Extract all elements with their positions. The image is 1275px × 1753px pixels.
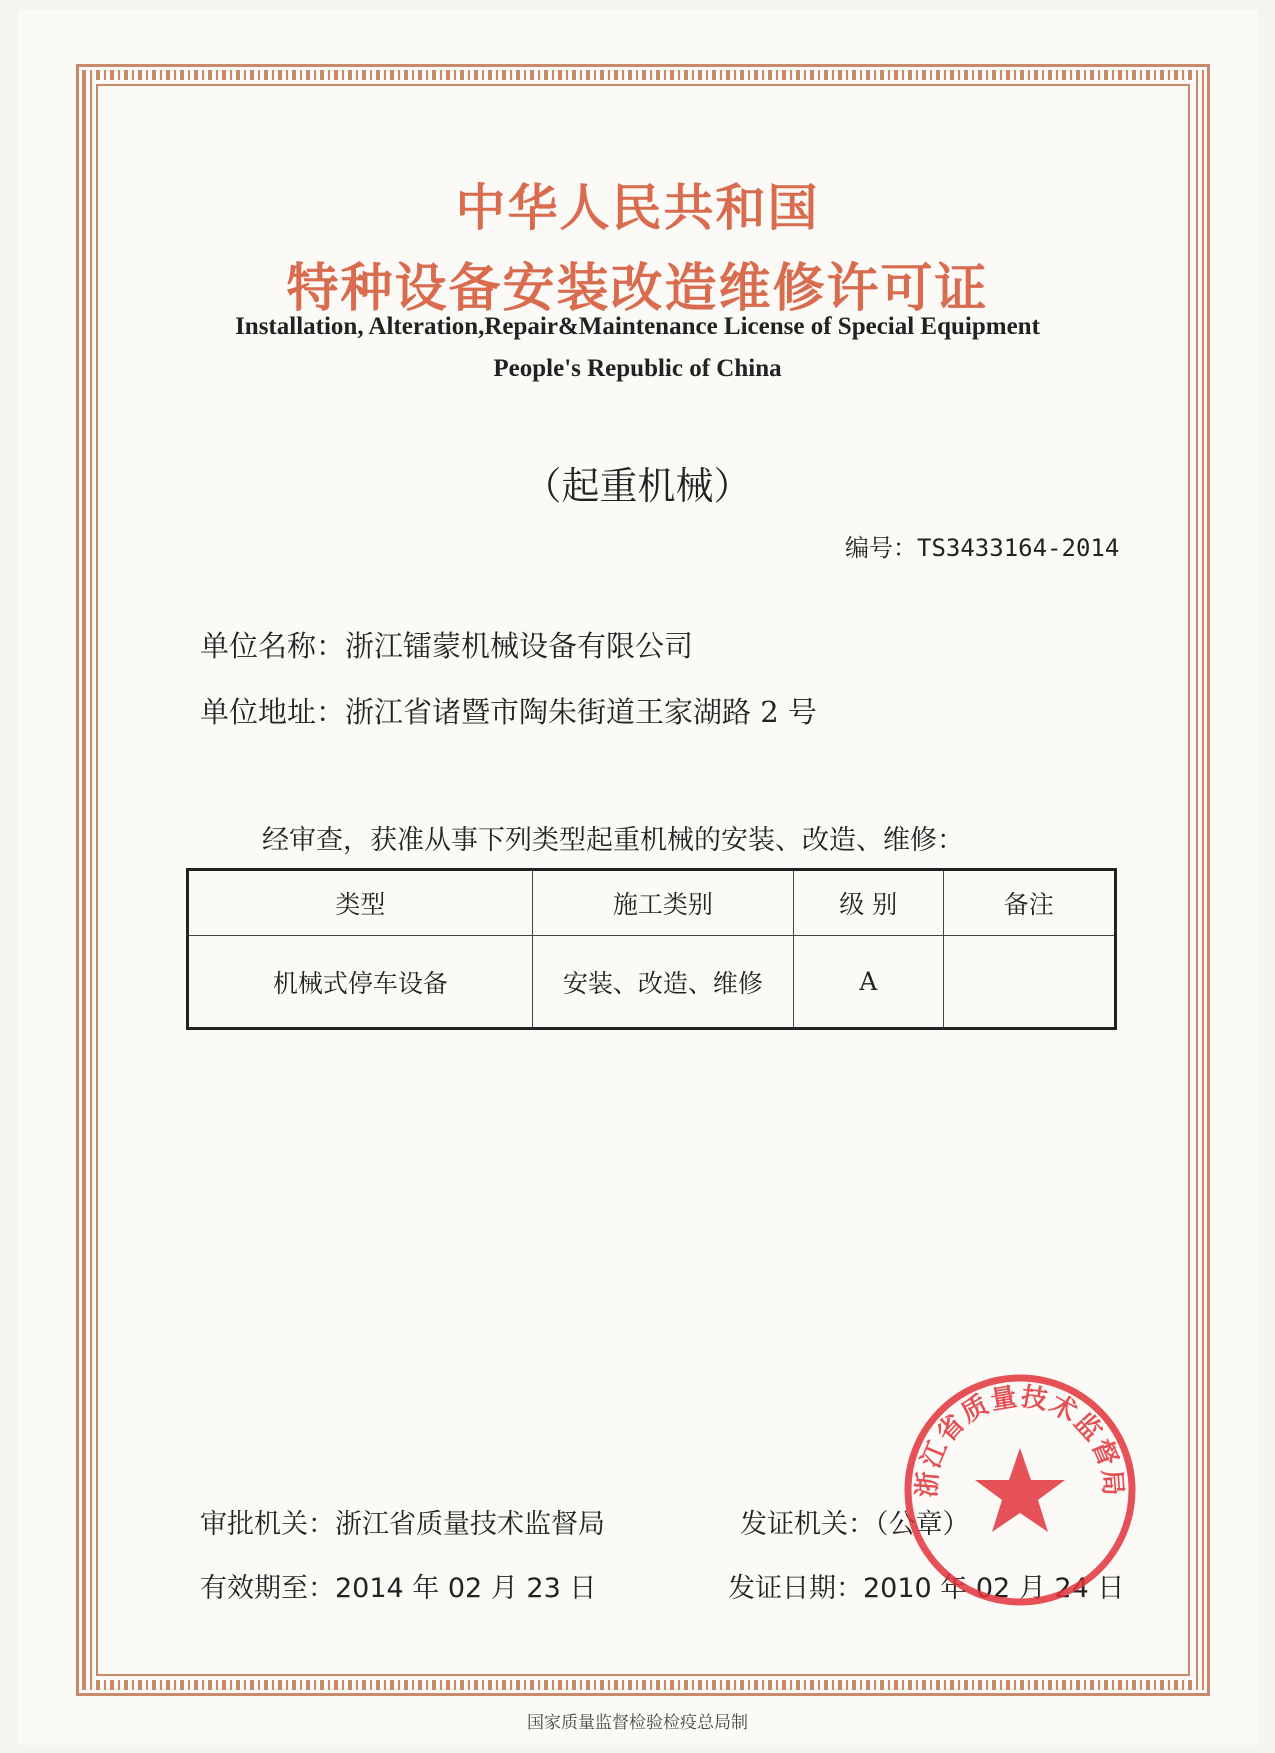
unit-name-value: 浙江镭蒙机械设备有限公司	[345, 629, 694, 663]
issue-value: 2010 年 02 月 24 日	[863, 1573, 1125, 1604]
cell-remarks	[943, 936, 1115, 1029]
official-seal-icon	[900, 1370, 1140, 1610]
printer-note: 国家质量监督检验检疫总局制	[527, 1713, 748, 1733]
header-remarks: 备注	[943, 870, 1115, 936]
license-number-label: 编号：	[845, 534, 917, 562]
unit-address-label: 单位地址：	[200, 695, 346, 729]
approval-label: 审批机关：	[200, 1509, 335, 1540]
approval-value: 浙江省质量技术监督局	[335, 1509, 605, 1540]
valid-label: 有效期至：	[200, 1573, 335, 1604]
title-license: 特种设备安装改造维修许可证	[286, 259, 989, 319]
unit-name-label: 单位名称：	[200, 629, 346, 663]
scope-intro: 经审查，获准从事下列类型起重机械的安装、改造、维修：	[262, 825, 964, 856]
cell-work-category: 安装、改造、维修	[532, 936, 793, 1029]
issuer-label: 发证机关：（公章）	[740, 1509, 970, 1540]
cell-grade: A	[794, 936, 944, 1029]
unit-name	[200, 624, 693, 665]
title-english-line2: People's Republic of China	[493, 355, 782, 382]
table-row	[188, 936, 1116, 1029]
scope-table-header	[188, 870, 1116, 936]
valid-value: 2014 年 02 月 23 日	[335, 1573, 597, 1604]
cell-type: 机械式停车设备	[188, 936, 533, 1029]
valid-until	[200, 1566, 596, 1605]
header-work-category: 施工类别	[532, 870, 793, 936]
license-number-value: TS3433164-2014	[917, 534, 1120, 562]
scope-table	[186, 868, 1117, 1030]
license-number	[845, 528, 1119, 563]
equipment-category: （起重机械）	[523, 464, 752, 508]
header-type: 类型	[188, 870, 533, 936]
unit-address	[200, 690, 817, 731]
unit-address-value: 浙江省诸暨市陶朱街道王家湖路 2 号	[345, 695, 817, 729]
seal-text: 浙江省质量技术监督局	[912, 1381, 1128, 1499]
title-english-line1: Installation, Alteration,Repair&Maintenance License of Special Equipment	[235, 313, 1040, 340]
title-country: 中华人民共和国	[455, 179, 820, 237]
header-grade: 级 别	[794, 870, 944, 936]
approval-authority	[200, 1502, 605, 1541]
issue-label: 发证日期：	[728, 1573, 863, 1604]
